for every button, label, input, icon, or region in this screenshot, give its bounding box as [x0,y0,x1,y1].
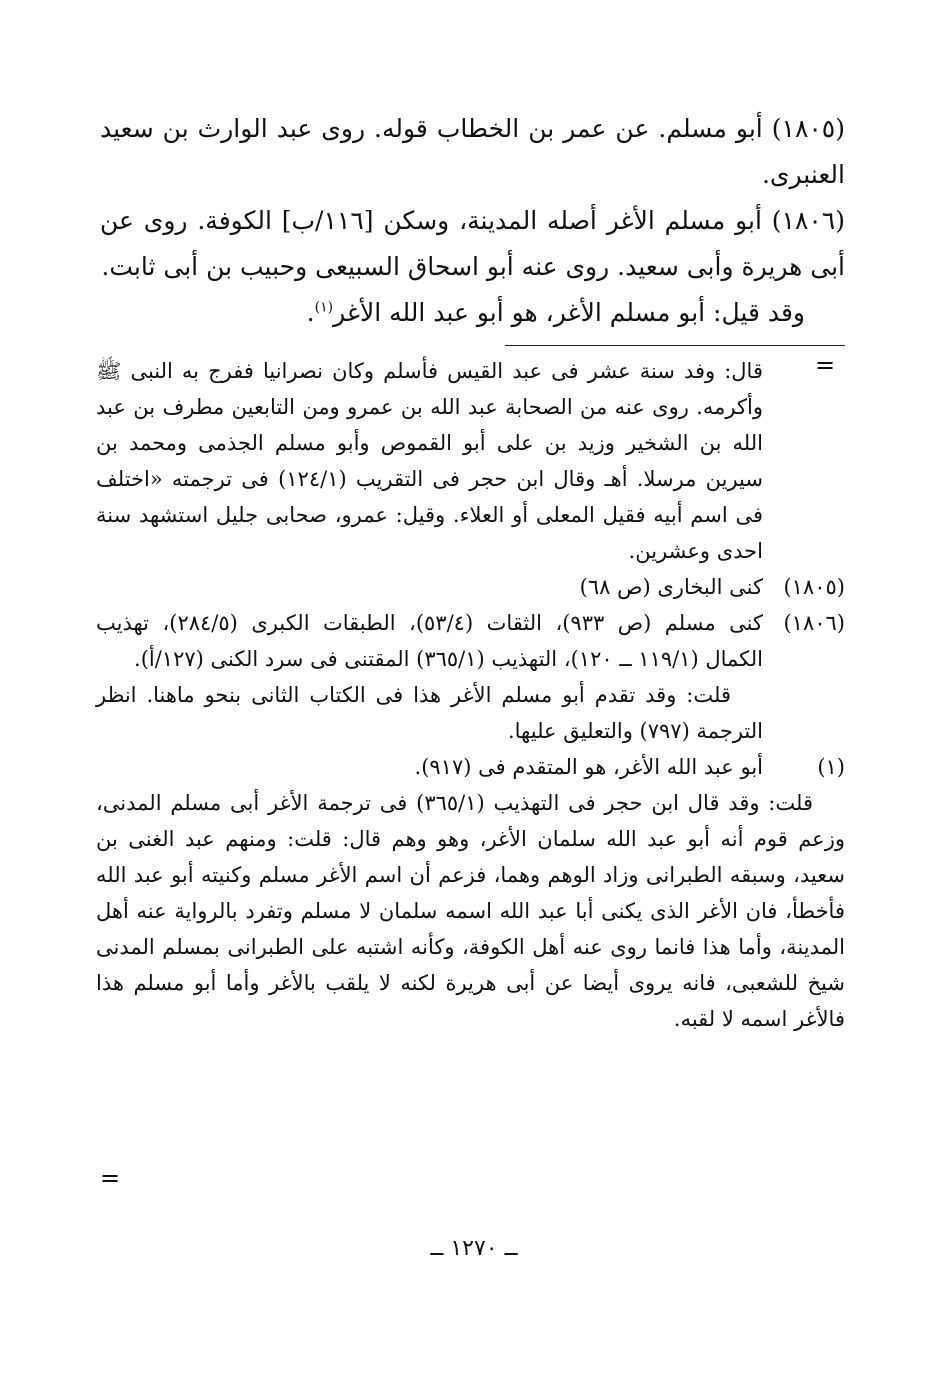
footnote-1805 [96,569,845,605]
footnote-label: (١) [817,755,845,779]
footnote-separator [505,345,845,346]
continuation-mark: = [815,351,836,379]
footnote-comment: قلت: وقد تقدم أبو مسلم الأغر هذا فى الكتاب الثانى بنحو ماهنا. انظر الترجمة (٧٩٧) والتعليق عليها. [96,683,763,743]
footnote-text: أبو عبد الله الأغر، هو المتقدم فى (٩١٧). [414,755,763,779]
entry-1806-continuation: وقد قيل: أبو مسلم الأغر، هو أبو عبد الله الأغر$^{(١)}$. [306,298,805,327]
footnote-continuation [96,353,845,569]
footnotes [96,353,845,1037]
footnote-comment-text: قلت: وقد قال ابن حجر فى التهذيب (٣٦٥/١) فى ترجمة الأغر أبى مسلم المدنى، وزعم قوم أنه أبو عبد الله سلمان الأغر، وهو وهم قال: قلت: ومنهم عبد الغنى بن سعيد، وسبقه الطبرانى وزاد الوهم وهما، فزعم أن اسم الأغر مسلم وكنيته أبو عبد الله فأخطأ، فان الأغر الذى يكنى أبا عبد الله اسمه سلمان لا مسلم وتفرد بالرواية عنه أهل المدينة، وأما هذا فانما روى عنه أهل الكوفة، وكأنه اشتبه على الطبرانى بمسلم المدنى شيخ للشعبى، فانه يروى أيضا عن أبى هريرة لكنه لا يلقب بالأغر وأما أبو مسلم هذا فالأغر اسمه لا لقبه. [96,791,845,1031]
page-number: ــ ١٢٧٠ ــ [430,1236,518,1261]
main-text [100,106,845,336]
end-continuation-mark: = [100,1164,121,1192]
entry-1806-cont-text: وقد قيل: أبو مسلم الأغر، هو أبو عبد الله الأغر [333,298,805,327]
footnote-label: (١٨٠٥) [783,575,845,599]
footnote-ref-1: (١) [314,299,334,316]
footnote-1 [96,749,845,785]
footnote-continuation-text: قال: وفد سنة عشر فى عبد القيس فأسلم وكان نصرانيا ففرج به النبى ﷺ وأكرمه. روى عنه من الصحابة عبد الله بن عمرو ومن التابعين مطرف بن عبد الله بن الشخير وزيد بن على أبو القموص وأبو مسلم الجذمى ومحمد بن سيرين مرسلا. أهـ وقال ابن حجر فى التقريب (١٢٤/١) فى ترجمته «اختلف فى اسم أبيه فقيل المعلى أو العلاء. وقيل: عمرو، صحابى جليل استشهد سنة احدى وعشرين. [96,359,763,563]
footnote-1806 [96,605,845,749]
footnote-1-comment [96,785,845,1037]
footnote-text [96,605,763,749]
footnote-label-spacer [763,353,845,569]
entry-1805: (١٨٠٥) أبو مسلم. عن عمر بن الخطاب قوله. روى عبد الوارث بن سعيد العنبرى. [100,114,845,189]
footnote-text: كنى البخارى (ص ٦٨) [579,575,763,599]
footnote-label: (١٨٠٦) [783,611,845,635]
entry-1806: (١٨٠٦) أبو مسلم الأغر أصله المدينة، وسكن [١١٦/ب] الكوفة. روى عن أبى هريرة وأبى سعيد. روى عنه أبو اسحاق السبيعى وحبيب بن أبى ثابت. [100,206,845,281]
footnote-sources: كنى مسلم (ص ٩٣٣)، الثقات (٥٣/٤)، الطبقات الكبرى (٢٨٤/٥)، تهذيب الكمال (١١٩/١ ــ ١٢٠)، التهذيب (٣٦٥/١) المقتنى فى سرد الكنى (١٢٧/أ). [96,611,764,671]
